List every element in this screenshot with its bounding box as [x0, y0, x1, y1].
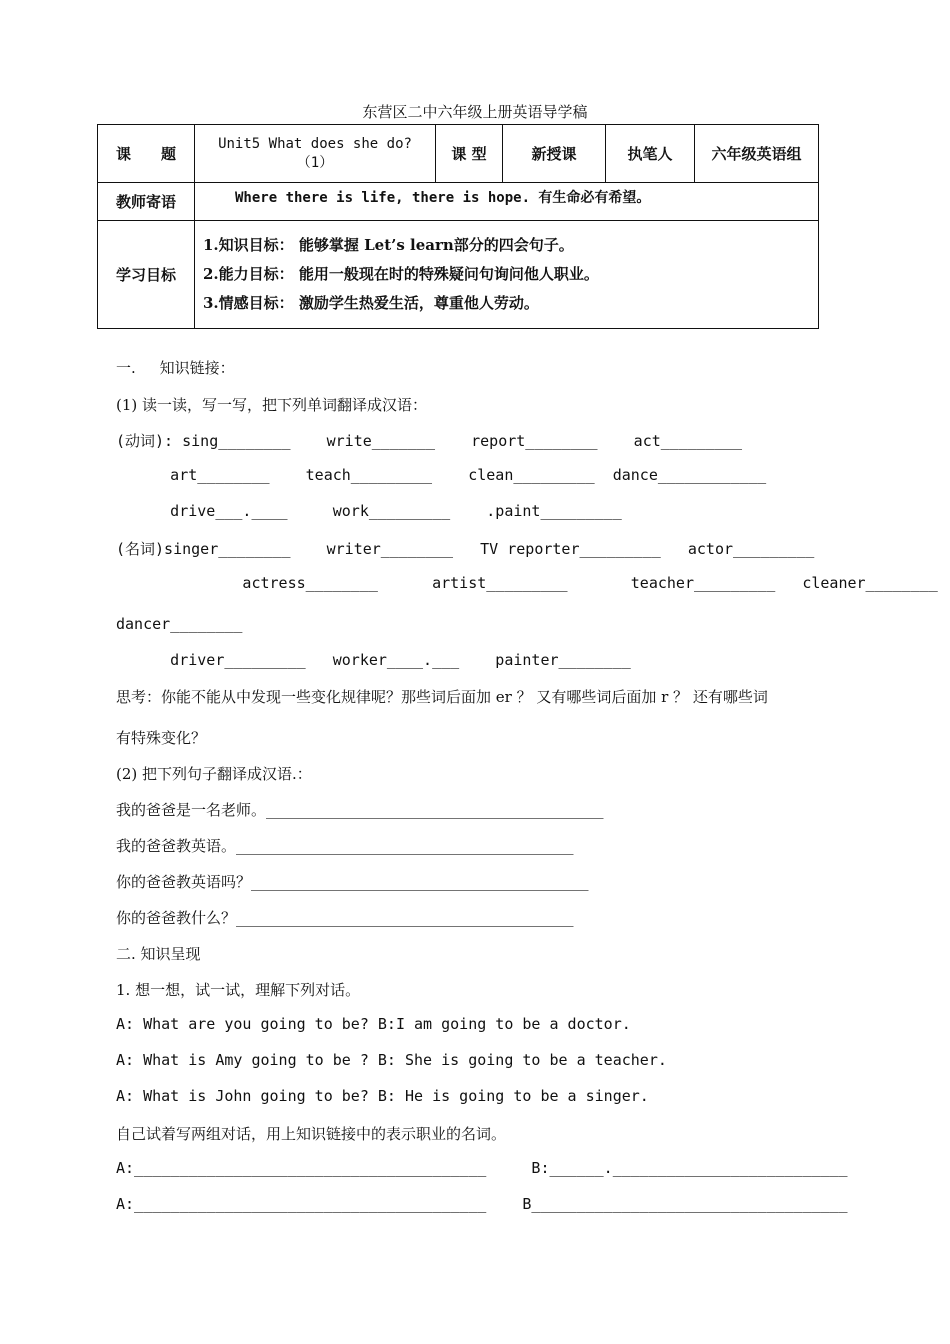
practice-line-2: A:_______________________________________ B___________________________________	[116, 1195, 848, 1213]
practice-line-1: A:_______________________________________ B:______.__________________________	[116, 1159, 848, 1177]
topic-cell	[195, 125, 436, 183]
goal-knowledge: 1.知识目标： 能够掌握 Let’s learn部分的四会句子。	[203, 236, 574, 254]
dialogue-2: A: What is Amy going to be ? B: She is going to be a teacher.	[116, 1051, 667, 1069]
goal-emotion: 3.情感目标： 激励学生热爱生活，尊重他人劳动。	[203, 294, 539, 312]
goal-ability: 2.能力目标： 能用一般现在时的特殊疑问句询问他人职业。	[203, 265, 599, 283]
message-label: 教师寄语	[98, 183, 195, 221]
noun-row-3: dancer________	[116, 615, 243, 633]
task-2-instruction: (2) 把下列句子翻译成汉语.：	[116, 765, 312, 783]
sentence-2: 我的爸爸教英语。_____________________________________________	[116, 837, 574, 855]
section-2-heading: 二. 知识呈现	[116, 945, 201, 963]
verb-row-1: (动词): sing________ write_______ report________ act_________	[116, 432, 743, 450]
dialogue-3: A: What is John going to be? B: He is going to be a singer.	[116, 1087, 649, 1105]
message-value: Where there is life, there is hope. 有生命必有希望。	[195, 183, 819, 221]
author-value: 六年级英语组	[695, 125, 819, 183]
sentence-3: 你的爸爸教英语吗？_____________________________________________	[116, 873, 589, 891]
topic-value-2: （1）	[296, 154, 334, 171]
noun-row-4: driver_________ worker____.___ painter________	[116, 651, 631, 669]
info-table	[97, 124, 819, 329]
verb-row-3: drive___.____ work_________ .paint_________	[116, 502, 622, 520]
section-1-heading: 一. 知识链接：	[116, 359, 235, 377]
practice-instruction: 自己试着写两组对话，用上知识链接中的表示职业的名词。	[116, 1125, 507, 1143]
sentence-1: 我的爸爸是一名老师。_____________________________________________	[116, 801, 604, 819]
sentence-4: 你的爸爸教什么？_____________________________________________	[116, 909, 574, 927]
topic-value: Unit5 What does she do?	[218, 135, 412, 152]
document-title: 东营区二中六年级上册英语导学稿	[362, 103, 588, 121]
noun-row-1: (名词)singer________ writer________ TV reporter_________ actor_________	[116, 540, 815, 558]
type-label: 课 型	[436, 125, 503, 183]
goals-label: 学习目标	[98, 221, 195, 329]
dialogue-1: A: What are you going to be? B:I am going to be a doctor.	[116, 1015, 631, 1033]
think-question-cont: 有特殊变化？	[116, 729, 207, 747]
goals-cell	[195, 221, 819, 329]
author-label: 执笔人	[606, 125, 695, 183]
task-1-instruction: (1) 读一读，写一写，把下列单词翻译成汉语：	[116, 396, 428, 414]
think-question: 思考：你能不能从中发现一些变化规律呢？那些词后面加 er ？ 又有哪些词后面加 r ？ 还有哪些词	[116, 688, 768, 706]
topic-label: 课 题	[98, 125, 195, 183]
dialogue-instruction: 1. 想一想，试一试，理解下列对话。	[116, 981, 361, 999]
type-value: 新授课	[503, 125, 606, 183]
noun-row-2: actress________ artist_________ teacher_________ cleaner________	[116, 574, 938, 592]
verb-row-2: art________ teach_________ clean_________ dance____________	[116, 466, 767, 484]
